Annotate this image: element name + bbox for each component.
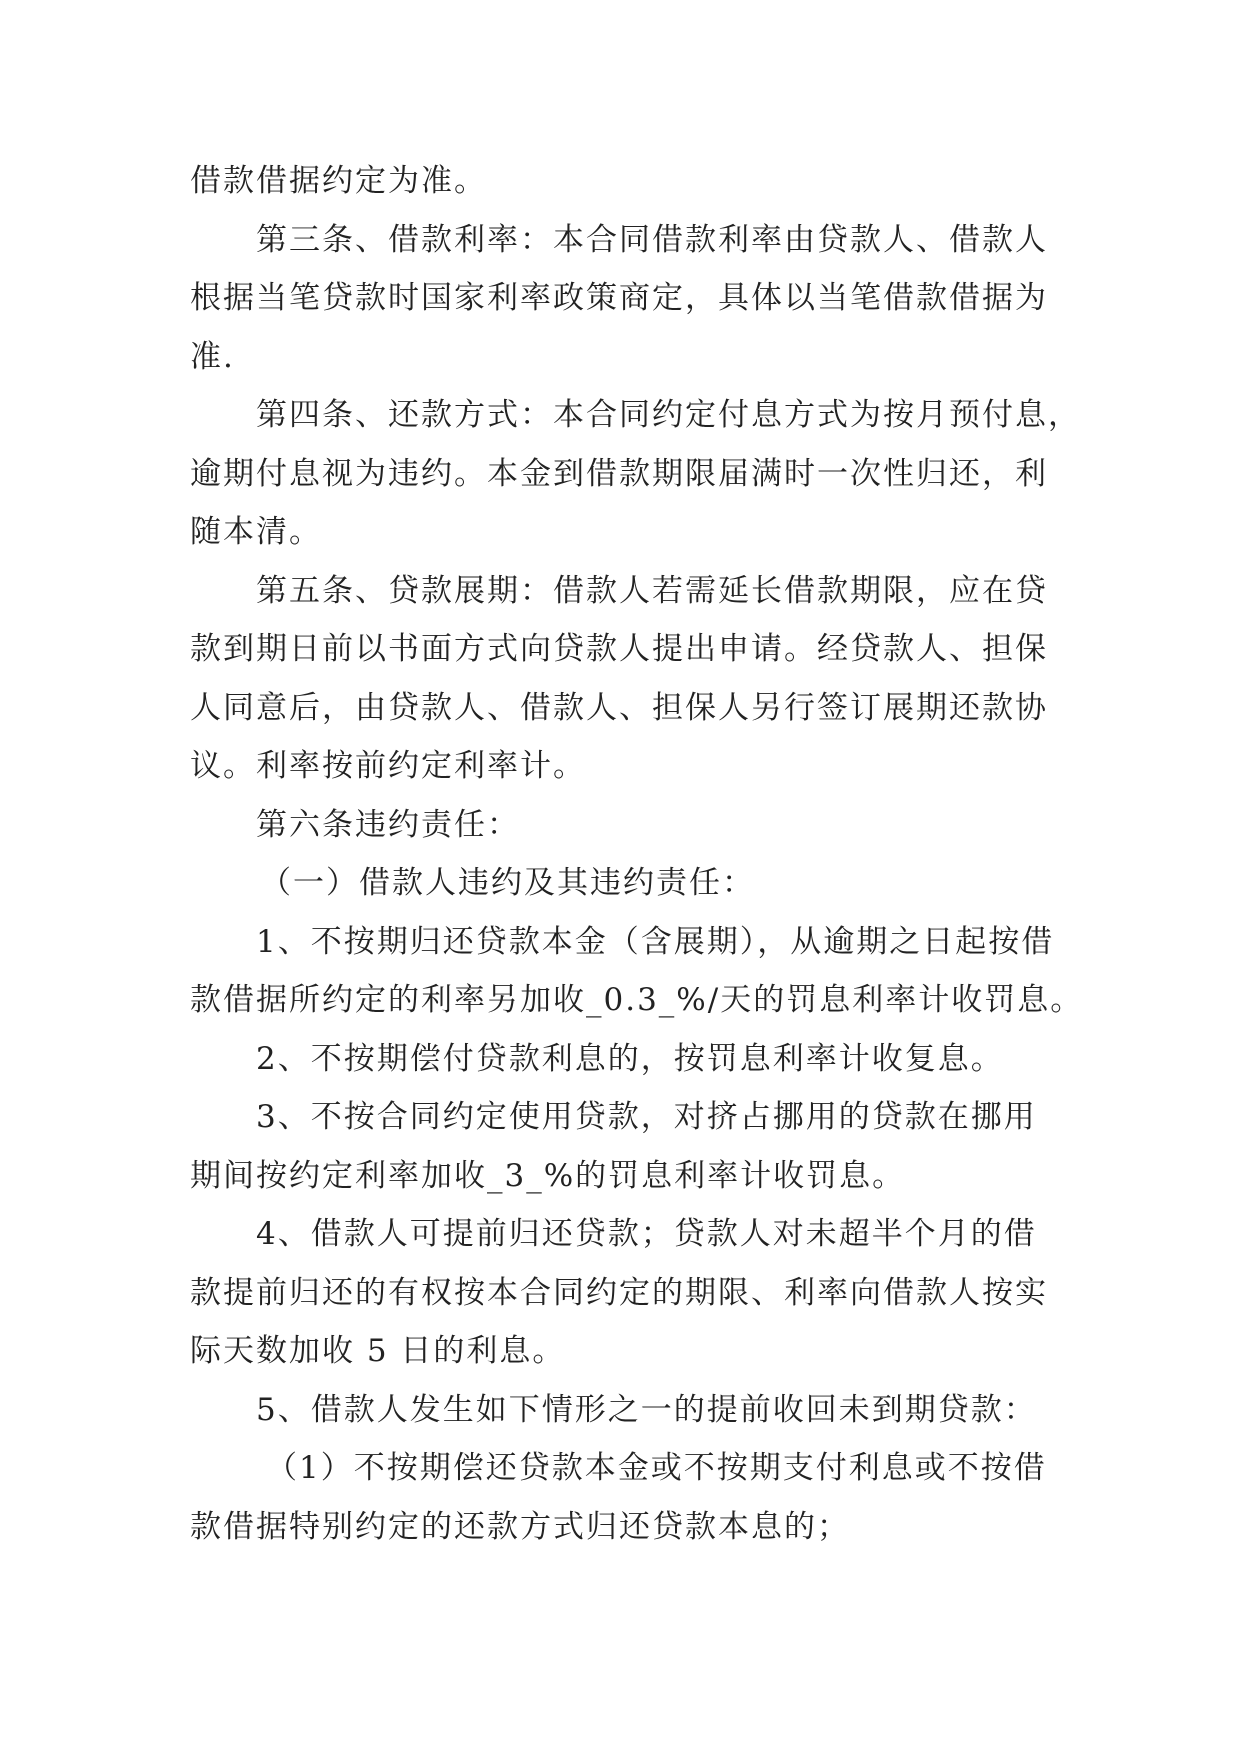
- text-line: 议。利率按前约定利率计。: [190, 748, 586, 784]
- text-line: 根据当笔贷款时国家利率政策商定，具体以当笔借款借据为: [190, 280, 1048, 316]
- text-line: （1）不按期偿还贷款本金或不按期支付利息或不按借: [266, 1450, 1047, 1486]
- text-line: 第五条、贷款展期：借款人若需延长借款期限，应在贷: [256, 572, 1048, 609]
- text-line: 第三条、借款利率：本合同借款利率由贷款人、借款人: [256, 221, 1048, 258]
- text-line: 人同意后，由贷款人、借款人、担保人另行签订展期还款协: [190, 689, 1048, 726]
- text-line: 期间按约定利率加收_3_%的罚息利率计收罚息。: [190, 1157, 906, 1194]
- text-line: 借款借据约定为准。: [190, 163, 487, 199]
- text-line: 1、不按期归还贷款本金（含展期），从逾期之日起按借: [256, 923, 1055, 960]
- document-body: [190, 152, 1084, 1556]
- text-line: 逾期付息视为违约。本金到借款期限届满时一次性归还，利: [190, 455, 1048, 492]
- text-line: 款提前归还的有权按本合同约定的期限、利率向借款人按实: [190, 1274, 1048, 1311]
- text-line: 款借据所约定的利率另加收_0.3_%/天的罚息利率计收罚息。: [190, 982, 1084, 1018]
- text-line: 准.: [190, 338, 235, 375]
- text-line: 款借据特别约定的还款方式归还贷款本息的；: [190, 1508, 850, 1545]
- text-line: 3、不按合同约定使用贷款，对挤占挪用的贷款在挪用: [256, 1099, 1037, 1135]
- text-line: （一）借款人违约及其违约责任：: [260, 865, 755, 901]
- text-line: 2、不按期偿付贷款利息的，按罚息利率计收复息。: [256, 1040, 1004, 1077]
- text-line: 随本清。: [190, 514, 322, 550]
- text-line: 款到期日前以书面方式向贷款人提出申请。经贷款人、担保: [190, 631, 1048, 667]
- text-line: 5、借款人发生如下情形之一的提前收回未到期贷款：: [256, 1391, 1037, 1428]
- text-line: 际天数加收 5 日的利息。: [190, 1333, 566, 1369]
- text-line: 第六条违约责任：: [256, 806, 520, 843]
- text-line: 4、借款人可提前归还贷款；贷款人对未超半个月的借: [256, 1216, 1037, 1252]
- text-line: 第四条、还款方式：本合同约定付息方式为按月预付息，: [256, 397, 1081, 433]
